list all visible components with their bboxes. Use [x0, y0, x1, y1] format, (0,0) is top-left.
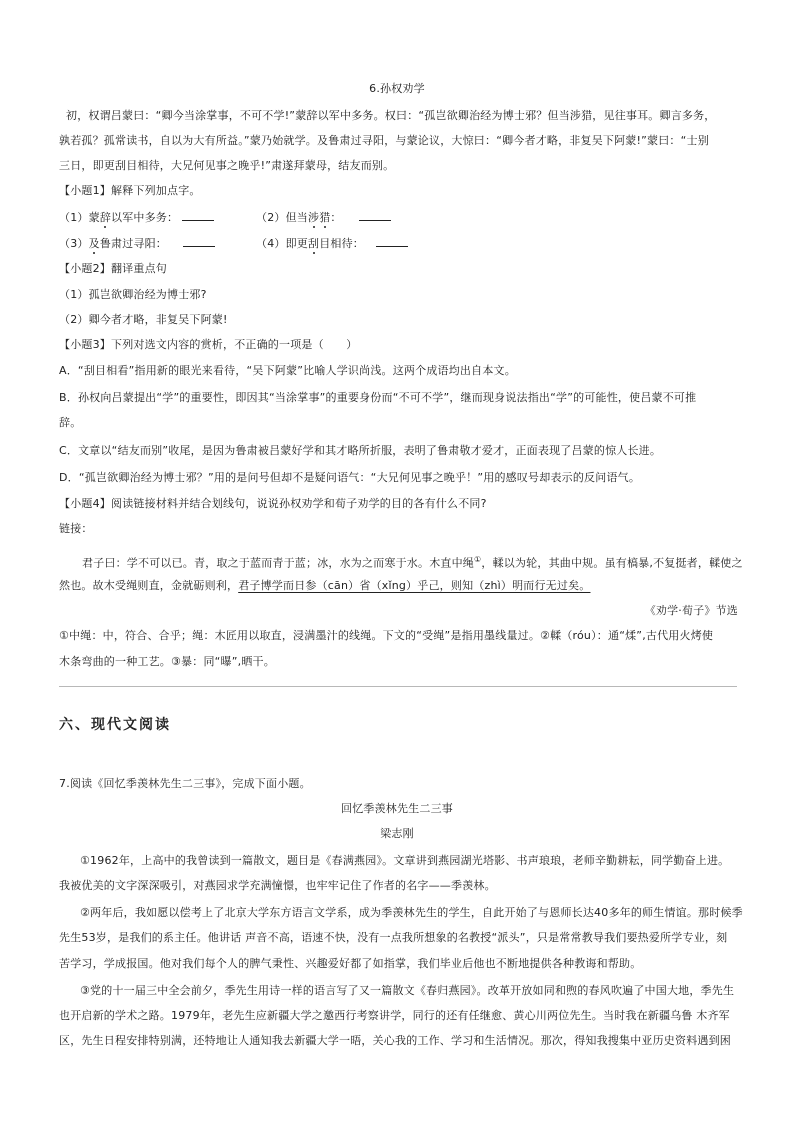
q6-sub1-item: （2）但当涉猎：	[256, 210, 456, 225]
link-passage-line: 君子曰：学不可以已。青，取之于蓝而青于蓝；冰，水为之而寒于水。木直中绳①，輮以为轮，其曲中规。虽有槁暴,不复挺者，輮使之	[82, 555, 743, 570]
q6-passage-line: 三日，即更刮目相待，大兄何见事之晚乎!”肃遂拜蒙母，结友而别。	[59, 159, 395, 172]
q7-author: 梁志刚	[380, 827, 414, 840]
q6-sub4-label: 【小题4】阅读链接材料并结合划线句，说说孙权劝学和荀子劝学的目的各有什么不同?	[59, 497, 487, 510]
q6-sub3-label: 【小题3】下列对选文内容的赏析，不正确的一项是（ ）	[59, 338, 358, 351]
q7-title: 回忆季羡林先生二三事	[341, 802, 453, 815]
option-a: A．“刮目相看”指用新的眼光来看待，“吴下阿蒙”比喻人学识尚浅。这两个成语均出自本文。	[59, 364, 516, 377]
answer-blank[interactable]	[183, 236, 215, 247]
q6-sub1-label: 【小题1】解释下列加点字。	[59, 184, 201, 197]
q6-sub1-item: （3）及鲁肃过寻阳：	[59, 236, 259, 251]
option-d: D．“孤岂欲卿治经为博士邪？”用的是问号但却不是疑问语气：“大兄何见事之晚乎！”用的感叹号却表示的反问语气。	[59, 471, 641, 484]
option-c: C．文章以“结友而别”收尾，是因为鲁肃被吕蒙好学和其才略所折服，表明了鲁肃敬才爱才，正面表现了吕蒙的惊人长进。	[59, 444, 662, 457]
link-passage-line: 然也。故木受绳则直，金就砺则利，君子博学而日参（cān）省（xǐng）乎己，则知（zhì）明而行无过矣。	[59, 579, 591, 592]
q6-passage-line: 初，权谓吕蒙曰：“卿今当涂掌事，不可不学!”蒙辞以军中多务。权曰：“孤岂欲卿治经为博士邪？但当涉猎，见往事耳。卿言多务，	[66, 109, 716, 122]
q7-paragraph-line: ②两年后，我如愿以偿考上了北京大学东方语言文学系，成为季羡林先生的学生，自此开始了与恩师长达40多年的师生情谊。那时候季	[80, 906, 743, 919]
q7-paragraph-line: 也开启新的学术之路。1979年，老先生应新疆大学之邀西行考察讲学，同行的还有任继愈、黄心川两位先生。当时我在新疆乌鲁 木齐军	[59, 1009, 730, 1022]
q7-intro: 7.阅读《回忆季羡林先生二三事》，完成下面小题。	[59, 777, 311, 790]
q6-sub1-item: （4）即更刮目相待：	[256, 236, 456, 251]
q6-sub1-item: （1）蒙辞以军中多务：	[59, 210, 259, 225]
q7-paragraph-line: 苦学习，学成报国。他对我们每个人的脾气秉性、兴趣爱好都了如指掌，我们毕业后他也不断地提供各种教诲和帮助。	[59, 957, 642, 970]
q6-passage-line: 孰若孤？孤常读书，自以为大有所益。”蒙乃始就学。及鲁肃过寻阳，与蒙论议，大惊曰：“卿今者才略，非复吴下阿蒙!”蒙曰：“士别	[59, 134, 709, 147]
link-note: ①中绳：中，符合、合乎；绳：木匠用以取直，浸满墨汁的线绳。下文的“受绳”是指用墨线量过。②輮（róu）：通“煣”,古代用火烤使	[59, 629, 714, 642]
q6-sub2-sentence: （2）卿今者才略，非复吴下阿蒙!	[59, 313, 228, 326]
q6-title: 6.孙权劝学	[369, 82, 425, 95]
link-source: 《劝学·荀子》节选	[644, 604, 738, 617]
q7-paragraph-line: ①1962年，上高中的我曾读到一篇散文，题目是《春满燕园》。文章讲到燕园湖光塔影、书声琅琅，老师辛勤耕耘，同学勤奋上进。	[80, 854, 730, 867]
q7-paragraph-line: 我被优美的文字深深吸引，对燕园求学充满憧憬，也牢牢记住了作者的名字——季羡林。	[59, 879, 496, 892]
q7-paragraph-line: 先生53岁，是我们的系主任。他讲话 声音不高，语速不快，没有一点我所想象的名教授“派头”，只是常常教导我们要热爱所学专业，刻	[59, 931, 728, 944]
section-heading: 六、现代文阅读	[59, 717, 171, 733]
underlined-sentence: 君子博学而日参（cān）省（xǐng）乎己，则知（zhì）明而行无过矣。	[238, 579, 591, 592]
q6-sub2-sentence: （1）孤岂欲卿治经为博士邪?	[59, 288, 207, 301]
answer-blank[interactable]	[359, 210, 391, 221]
answer-blank[interactable]	[376, 236, 408, 247]
link-note: 木条弯曲的一种工艺。③暴：同“曝”,晒干。	[59, 655, 275, 668]
q7-paragraph-line: 区，先生日程安排特别满，还特地让人通知我去新疆大学一晤，关心我的工作、学习和生活情况。那次，得知我搜集中亚历史资料遇到困	[59, 1034, 731, 1047]
answer-blank[interactable]	[182, 210, 214, 221]
q6-sub2-label: 【小题2】翻译重点句	[59, 262, 167, 275]
option-b-cont: 辞。	[59, 416, 82, 429]
q7-paragraph-line: ③党的十一届三中全会前夕，季先生用诗一样的语言写了又一篇散文《春归燕园》。改革开放如同和煦的春风吹遍了中国大地，季先生	[80, 984, 735, 997]
section-divider	[59, 686, 737, 687]
link-label: 链接：	[59, 522, 93, 535]
option-b: B．孙权向吕蒙提出“学”的重要性，即因其“当涂掌事”的重要身份而“不可不学”，继而现身说法指出“学”的可能性，使吕蒙不可推	[59, 391, 697, 404]
